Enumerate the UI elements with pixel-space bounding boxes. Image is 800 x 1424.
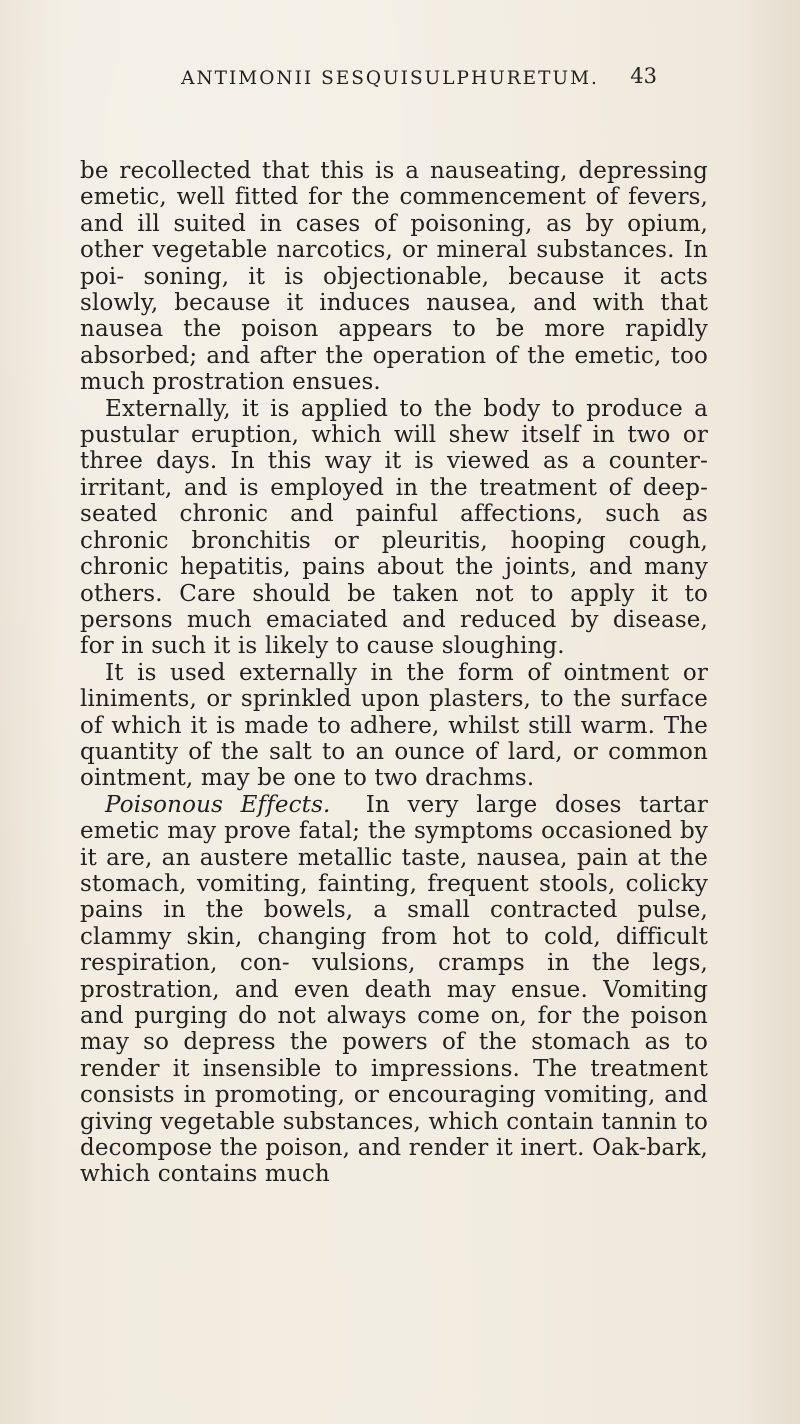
running-head: ANTIMONII SESQUISULPHURETUM.: [181, 68, 599, 89]
poisonous-effects-heading: Poisonous Effects.: [105, 791, 331, 818]
paragraph-4: [80, 792, 708, 1188]
paragraph-3: It is used externally in the form of ointment or liniments, or sprinkled upon plasters, to the surface of which it is made to adhere, whilst still warm. The quantity of the salt to an ounce of lard, or common ointment, may be one to two drachms.: [80, 659, 708, 792]
paragraph-4-text: In very large doses tartar emetic may prove fatal; the symptoms occasioned by it are, an austere metallic taste, nausea, pain at the stomach, vomiting, fainting, frequent stools, colicky pains in the bowels, a small contracted pulse, clammy skin, changing from hot to cold, difficult respiration, con- vulsions, cramps in the legs, prostration, and even death may ensue. Vomiting and purging do not always come on, for the poison may so depress the powers of the stomach as to render it insensible to impressions. The treatment consists in promoting, or encouraging vomiting, and giving vegetable substances, which contain tannin to decompose the poison, and render it inert. Oak-bark, which contains much: [80, 791, 708, 1188]
paragraph-1: be recollected that this is a nauseating, depressing emetic, well fitted for the commencement of fevers, and ill suited in cases of poisoning, as by opium, other vegetable narcotics, or mineral substances. In poi- soning, it is objectionable, because it acts slowly, because it induces nausea, and with that nausea the poison appears to be more rapidly absorbed; and after the operation of the emetic, too much prostration ensues.: [80, 158, 708, 396]
body-text: [80, 158, 708, 1188]
paragraph-2: Externally, it is applied to the body to produce a pustular eruption, which will shew itself in two or three days. In this way it is viewed as a counter- irritant, and is employed in the treatment of deep- seated chronic and painful affections, such as chronic bronchitis or pleuritis, hooping cough, chronic hepatitis, pains about the joints, and many others. Care should be taken not to apply it to persons much emaciated and reduced by disease, for in such it is likely to cause sloughing.: [80, 395, 708, 660]
page-number: 43: [630, 64, 657, 88]
